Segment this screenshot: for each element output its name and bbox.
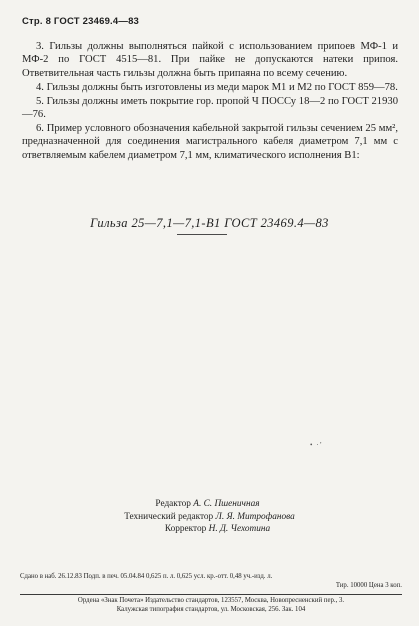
tech-editor-line	[0, 511, 419, 524]
editor-line	[0, 498, 419, 511]
separator-rule	[177, 234, 227, 235]
corrector-role: Корректор	[164, 524, 207, 535]
footer-rule	[20, 594, 402, 595]
editor-role: Редактор	[155, 499, 191, 509]
printer-line-2: Калужская типография стандартов, ул. Московская, 256. Зак. 104	[116, 605, 306, 613]
scan-specks: • ·’	[310, 441, 323, 449]
corrector-line	[0, 523, 419, 536]
tech-editor-name: Л. Я. Митрофанова	[215, 511, 295, 522]
editor-name: А. С. Пшеничная	[193, 499, 260, 509]
imprint-line-1: Сдано в наб. 26.12.83 Подп. в печ. 05.04.84 0,625 п. л. 0,625 усл. кр.-отт. 0,48 уч.-изд. л.	[20, 573, 273, 580]
designation-example: Гильза 25—7,1—7,1-В1 ГОСТ 23469.4—83	[90, 216, 329, 230]
tech-editor-role: Технический редактор	[124, 511, 214, 522]
editors-block	[0, 498, 419, 536]
paragraph-6: 6. Пример условного обозначения кабельной закрытой гильзы сечением 25 мм², предназначенной для соединения магистрального кабеля диаметром 7,1 мм с ответвляемым кабелем диаметром 7,1 мм, климатического исполнения В1:	[22, 122, 398, 161]
document-body	[22, 40, 398, 163]
paragraph-5: 5. Гильзы должны иметь покрытие гор. пропой Ч ПОССу 18—2 по ГОСТ 21930—76.	[22, 95, 398, 121]
corrector-name: Н. Д. Чехотина	[208, 524, 271, 535]
paragraph-3: 3. Гильзы должны выполняться пайкой с использованием припоев МФ-1 и МФ-2 по ГОСТ 4515—81. При пайке не допускаются натеки припоя. Ответвительная часть гильзы должна быть припаяна по всему сечению.	[22, 41, 398, 79]
page-header: Стр. 8 ГОСТ 23469.4—83	[22, 16, 140, 27]
printer-line-1: Ордена «Знак Почета» Издательство стандартов, 123557, Москва, Новопресненский пер., 3.	[77, 597, 345, 604]
paragraph-4: 4. Гильзы должны быть изготовлены из меди марок М1 и М2 по ГОСТ 859—78.	[36, 81, 398, 93]
imprint-block	[20, 573, 402, 591]
printer-block	[20, 597, 402, 614]
imprint-line-2: Тир. 10000 Цена 3 коп.	[335, 581, 402, 589]
